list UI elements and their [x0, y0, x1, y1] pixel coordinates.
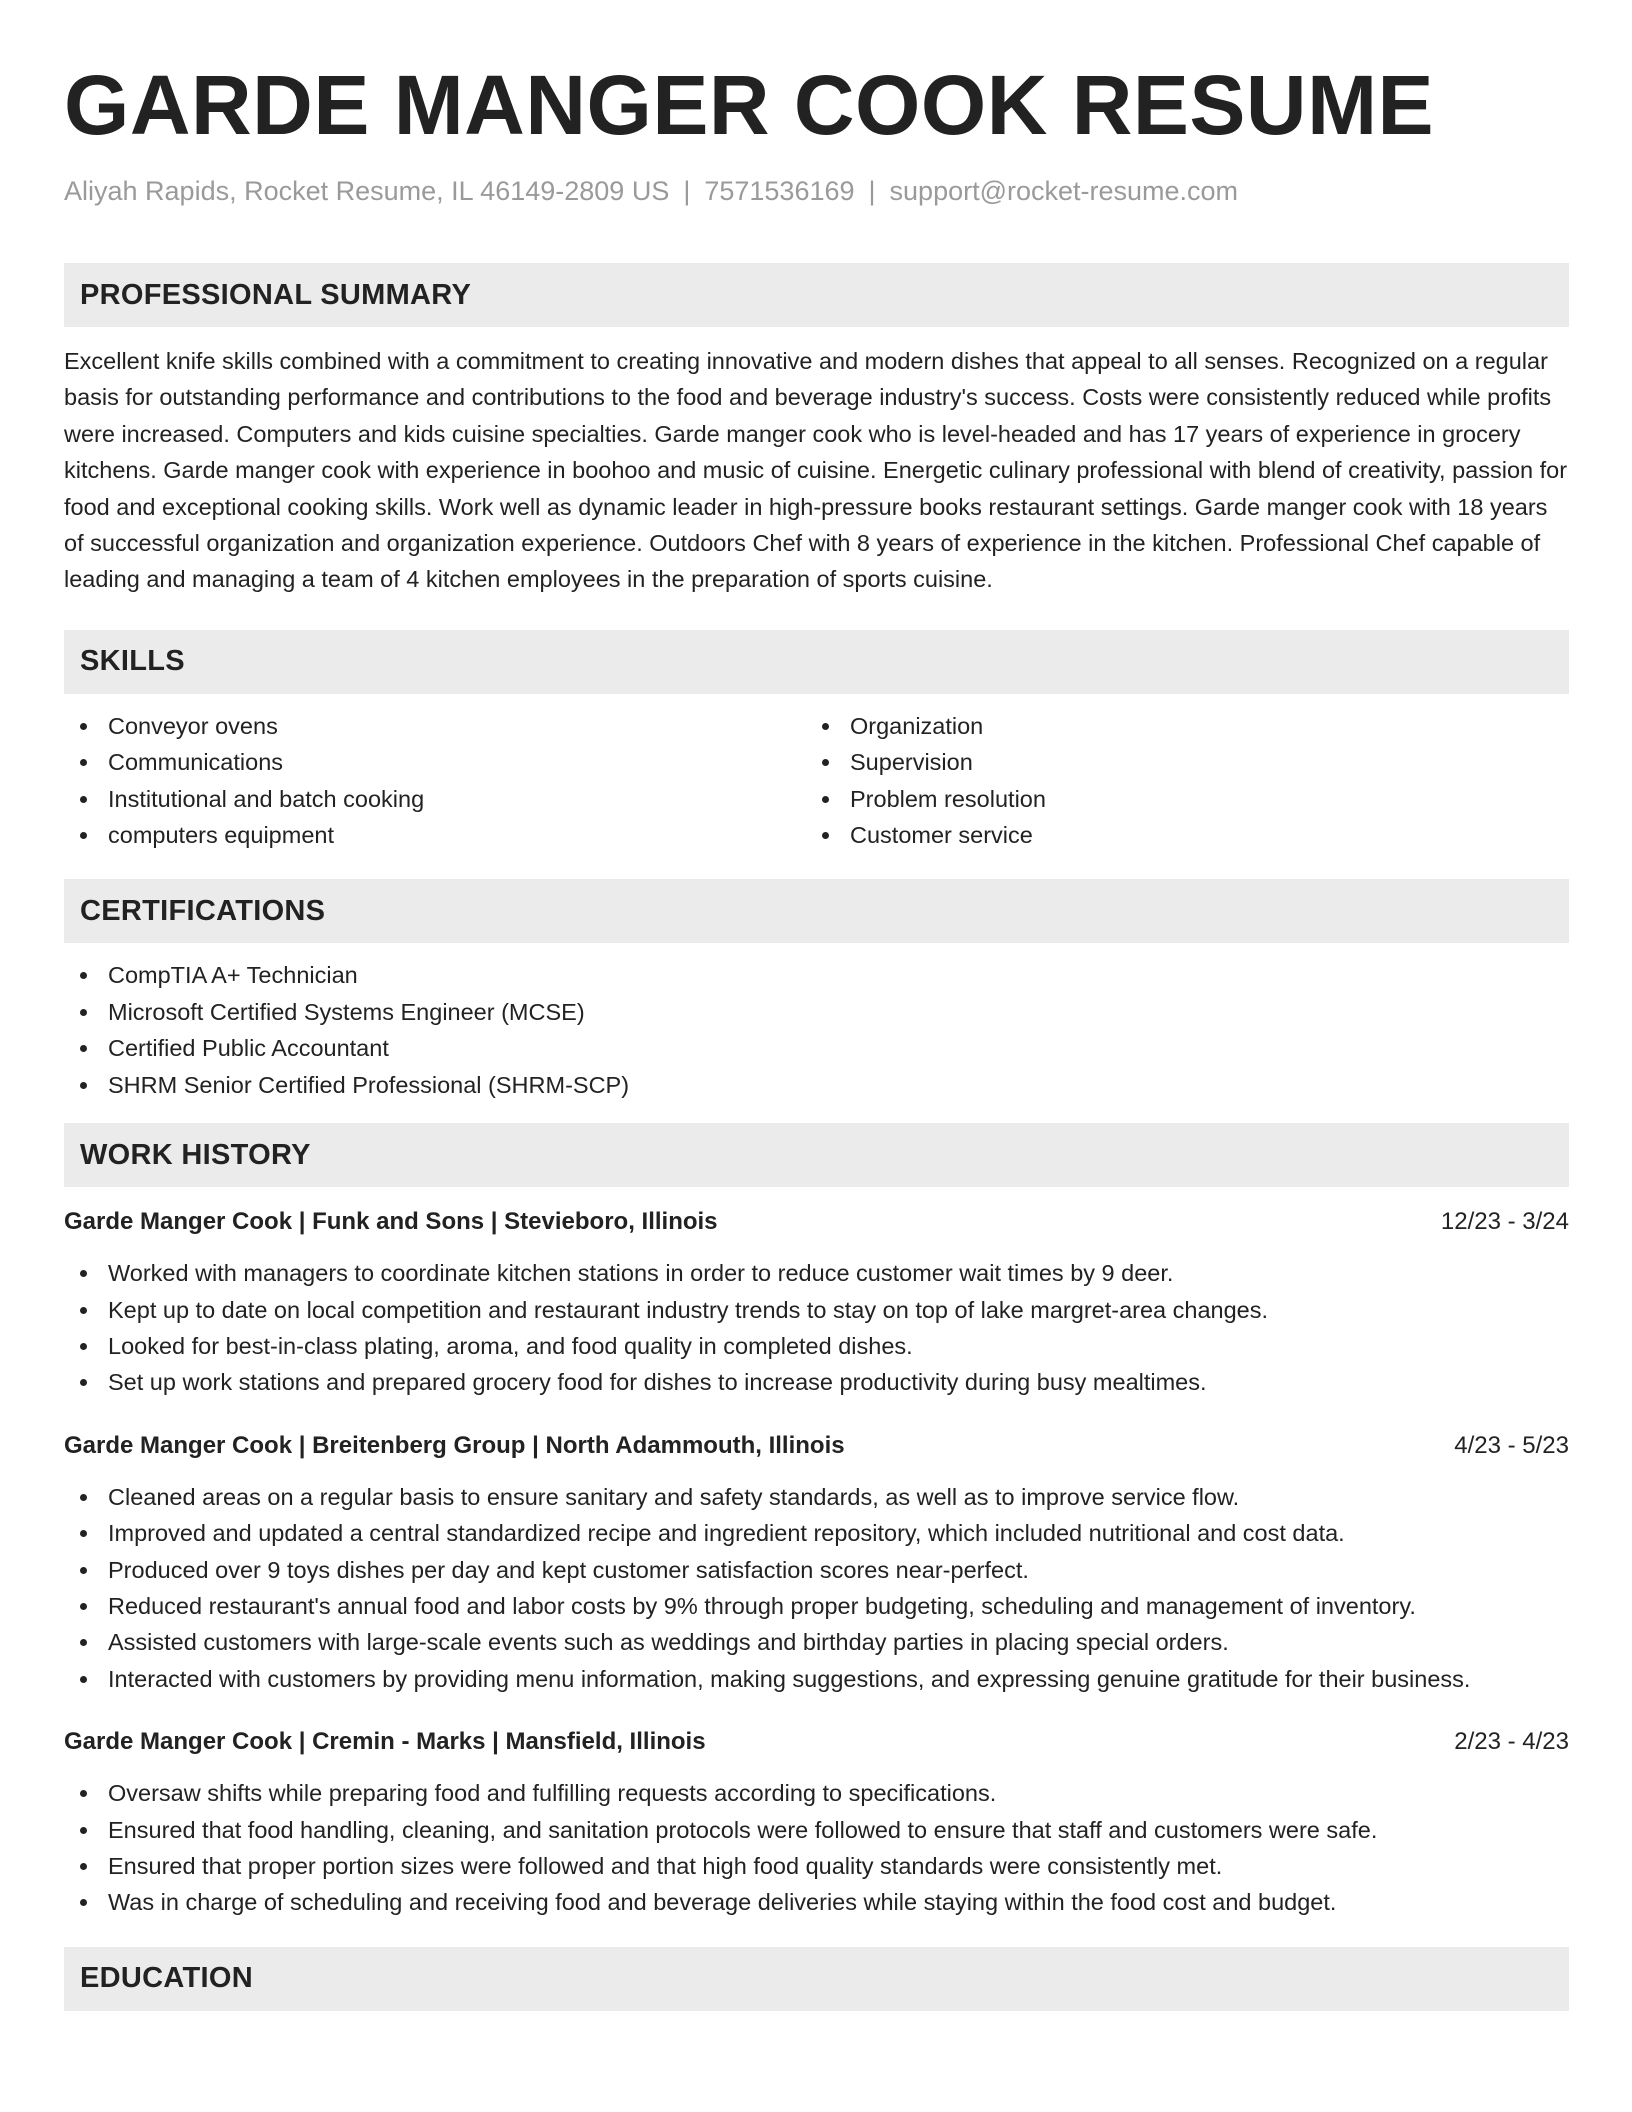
skill-item: Supervision [806, 744, 1548, 780]
job-bullet: Assisted customers with large-scale events such as weddings and birthday parties in placing special orders. [64, 1624, 1569, 1660]
resume-title: GARDE MANGER COOK RESUME [64, 58, 1435, 152]
job-title: Garde Manger Cook | Funk and Sons | Stevieboro, Illinois [64, 1208, 718, 1236]
certification-item: Microsoft Certified Systems Engineer (MCSE) [64, 994, 1569, 1030]
skill-item: Customer service [806, 817, 1548, 853]
skill-item: computers equipment [64, 817, 806, 853]
education-heading: EDUCATION [64, 1947, 1569, 2011]
job-bullet: Was in charge of scheduling and receiving food and beverage deliveries while staying within the food cost and budget. [64, 1884, 1569, 1920]
skill-item: Institutional and batch cooking [64, 781, 806, 817]
job-bullets [64, 1759, 1569, 1921]
work-history-heading: WORK HISTORY [64, 1123, 1569, 1187]
resume-page [64, 0, 1569, 2011]
job-header [64, 1725, 1569, 1759]
skills-column-right [806, 708, 1548, 854]
contact-separator: | [868, 176, 876, 206]
contact-phone: 7571536169 [704, 176, 855, 206]
certifications-list [64, 943, 1569, 1103]
skills-column-left [64, 708, 806, 854]
job-bullet: Kept up to date on local competition and restaurant industry trends to stay on top of lake margret-area changes. [64, 1292, 1569, 1328]
job-bullet: Cleaned areas on a regular basis to ensure sanitary and safety standards, as well as to improve service flow. [64, 1479, 1569, 1515]
job-title: Garde Manger Cook | Breitenberg Group | North Adammouth, Illinois [64, 1431, 845, 1459]
job-bullets [64, 1239, 1569, 1401]
job-bullet: Produced over 9 toys dishes per day and kept customer satisfaction scores near-perfect. [64, 1552, 1569, 1588]
job-bullet: Interacted with customers by providing menu information, making suggestions, and expressing genuine gratitude for their business. [64, 1661, 1569, 1697]
job-bullet: Set up work stations and prepared grocery food for dishes to increase productivity during busy mealtimes. [64, 1364, 1569, 1400]
certification-item: Certified Public Accountant [64, 1030, 1569, 1066]
job-bullet: Looked for best-in-class plating, aroma, and food quality in completed dishes. [64, 1328, 1569, 1364]
contact-email: support@rocket-resume.com [889, 176, 1239, 206]
certifications-heading: CERTIFICATIONS [64, 879, 1569, 943]
job-bullet: Worked with managers to coordinate kitchen stations in order to reduce customer wait times by 9 deer. [64, 1255, 1569, 1291]
contact-separator: | [683, 176, 691, 206]
job-header [64, 1205, 1569, 1239]
job-bullet: Ensured that food handling, cleaning, and sanitation protocols were followed to ensure that staff and customers were safe. [64, 1812, 1569, 1848]
skill-item: Organization [806, 708, 1548, 744]
certification-item: SHRM Senior Certified Professional (SHRM-SCP) [64, 1067, 1569, 1103]
contact-line [64, 174, 1569, 208]
job-dates: 2/23 - 4/23 [1454, 1728, 1569, 1756]
skills-list [64, 694, 1569, 854]
job-bullets [64, 1463, 1569, 1697]
summary-heading: PROFESSIONAL SUMMARY [64, 263, 1569, 327]
job-header [64, 1429, 1569, 1463]
job-title: Garde Manger Cook | Cremin - Marks | Mansfield, Illinois [64, 1728, 706, 1756]
job-bullet: Improved and updated a central standardized recipe and ingredient repository, which included nutritional and cost data. [64, 1515, 1569, 1551]
certification-item: CompTIA A+ Technician [64, 957, 1569, 993]
job-entry [64, 1401, 1569, 1697]
skill-item: Communications [64, 744, 806, 780]
summary-text: Excellent knife skills combined with a commitment to creating innovative and modern dishes that appeal to all senses. Recognized on a regular basis for outstanding performance and contributions to the food and beverage industry's success. Costs were consistently reduced while profits were increased. Computers and kids cuisine specialties. Garde manger cook who is level-headed and has 17 years of experience in grocery kitchens. Garde manger cook with experience in boohoo and music of cuisine. Energetic culinary professional with blend of creativity, passion for food and exceptional cooking skills. Work well as dynamic leader in high-pressure books restaurant settings. Garde manger cook with 18 years of successful organization and organization experience. Outdoors Chef with 8 years of experience in the kitchen. Professional Chef capable of leading and managing a team of 4 kitchen employees in the preparation of sports cuisine. [64, 348, 1568, 593]
job-entry [64, 1187, 1569, 1401]
job-bullet: Reduced restaurant's annual food and labor costs by 9% through proper budgeting, scheduling and management of inventory. [64, 1588, 1569, 1624]
job-bullet: Ensured that proper portion sizes were followed and that high food quality standards were consistently met. [64, 1848, 1569, 1884]
job-dates: 4/23 - 5/23 [1454, 1431, 1569, 1459]
skills-heading: SKILLS [64, 630, 1569, 694]
job-bullet: Oversaw shifts while preparing food and fulfilling requests according to specifications. [64, 1775, 1569, 1811]
skill-item: Problem resolution [806, 781, 1548, 817]
job-dates: 12/23 - 3/24 [1440, 1208, 1569, 1236]
job-entry [64, 1697, 1569, 1921]
skill-item: Conveyor ovens [64, 708, 806, 744]
contact-address: Aliyah Rapids, Rocket Resume, IL 46149-2809 US [64, 176, 670, 206]
